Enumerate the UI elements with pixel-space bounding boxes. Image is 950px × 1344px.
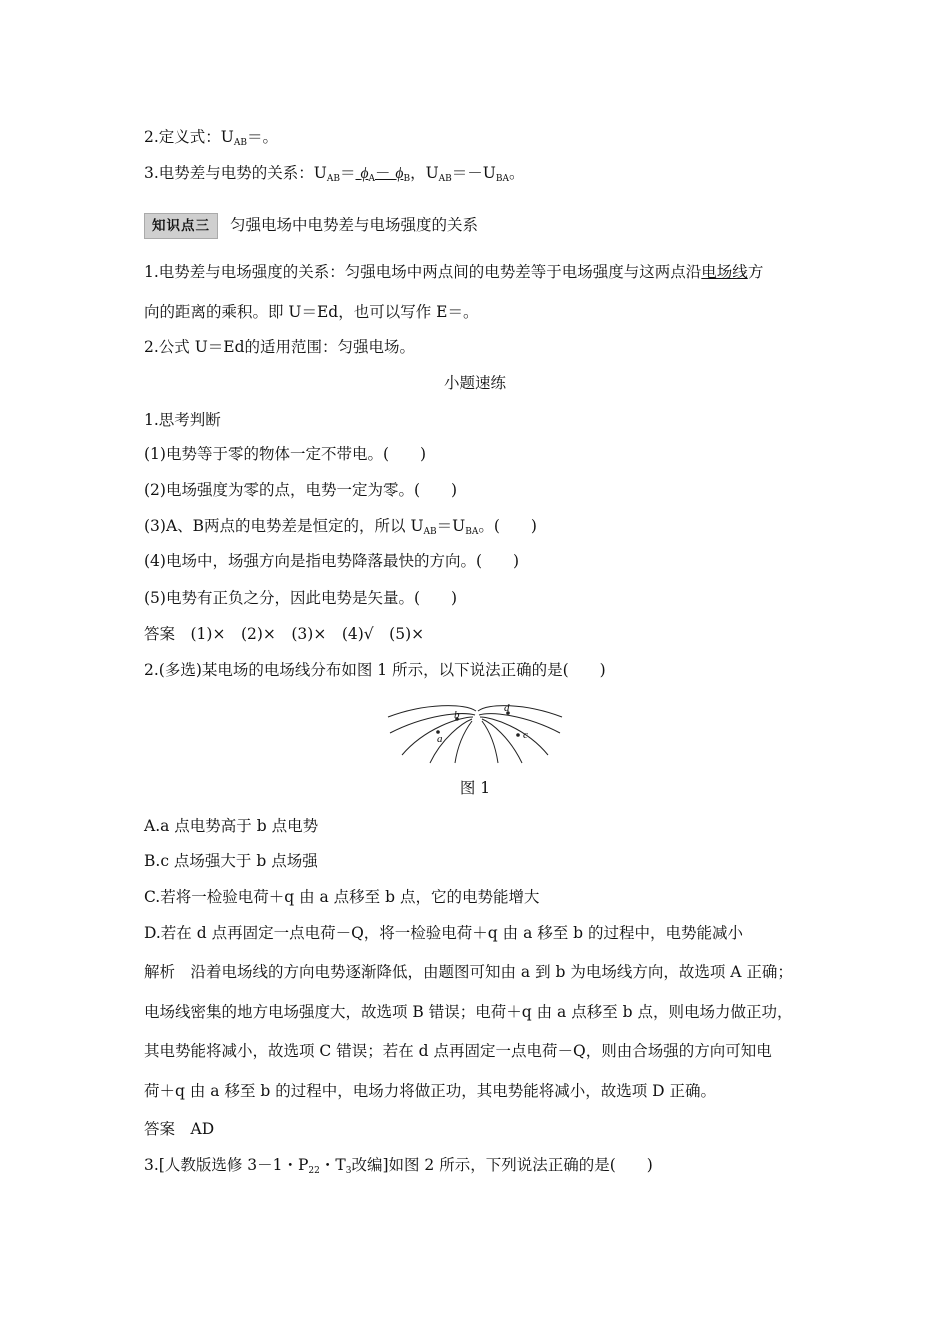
q2-analysis-line2: 电场线密集的地方电场强度大，故选项 B 错误；电荷＋q 由 a 点移至 b 点，则电场力做正功， bbox=[144, 1003, 793, 1021]
label-b: b bbox=[454, 709, 460, 721]
q1-answer: 答案 (1)× (2)× (3)× (4)√ (5)× bbox=[144, 625, 425, 643]
kp3-item1-line2: 向的距离的乘积。即 U＝Ed，也可以写作 E＝。 bbox=[144, 303, 479, 321]
q1-item-2: (2)电场强度为零的点，电势一定为零。( ) bbox=[144, 481, 458, 499]
q2-option-b: B.c 点场强大于 b 点场强 bbox=[144, 852, 318, 870]
field-line bbox=[482, 719, 522, 763]
relation-line: 3.电势差与电势的关系：$U_{AB}= \phi_A- \phi_B$，$U_{AB}=-U_{BA}$。 bbox=[144, 164, 525, 184]
q2-title: 2.(多选)某电场的电场线分布如图 1 所示，以下说法正确的是( ) bbox=[144, 661, 606, 679]
kp3-item2: 2.公式 U＝Ed的适用范围：匀强电场。 bbox=[144, 338, 416, 356]
label-a: a bbox=[437, 733, 443, 745]
field-line bbox=[479, 714, 560, 733]
field-line bbox=[388, 706, 476, 717]
section-title: 匀强电场中电势差与电场强度的关系 bbox=[230, 216, 479, 234]
q1-title: 1.思考判断 bbox=[144, 411, 221, 429]
field-lines-figure bbox=[380, 693, 570, 765]
q2-analysis-line3: 其电势能将减小，故选项 C 错误；若在 d 点再固定一点电荷－Q，则由合场强的方向可知电 bbox=[144, 1042, 772, 1060]
field-line bbox=[478, 706, 562, 717]
q1-item-1: (1)电势等于零的物体一定不带电。( ) bbox=[144, 445, 427, 463]
definition-line: 2.定义式：$U_{AB}=$。 bbox=[144, 128, 278, 148]
q2-analysis-line1: 解析 沿着电场线的方向电势逐渐降低，由题图可知由 a 到 b 为电场线方向，故选项 A 正确； bbox=[144, 963, 793, 981]
q1-item-4: (4)电场中，场强方向是指电势降落最快的方向。( ) bbox=[144, 552, 520, 570]
q2-option-a: A.a 点电势高于 b 点电势 bbox=[144, 817, 319, 835]
q2-answer: 答案 AD bbox=[144, 1120, 215, 1138]
section-heading bbox=[144, 213, 478, 239]
q2-option-c: C.若将一检验电荷＋q 由 a 点移至 b 点，它的电势能增大 bbox=[144, 888, 540, 906]
q3-title: 3.[人教版选修 3－1・$P_{22}$・$T_3$改编]如图 2 所示，下列说法正确的是( ) bbox=[144, 1156, 653, 1176]
section-badge: 知识点三 bbox=[144, 213, 218, 239]
label-c: c bbox=[523, 729, 528, 741]
q1-item-5: (5)电势有正负之分，因此电势是矢量。( ) bbox=[144, 589, 458, 607]
q2-analysis-line4: 荷＋q 由 a 移至 b 的过程中，电场力将做正功，其电势能将减小，故选项 D 正确。 bbox=[144, 1082, 717, 1100]
q1-item-3: (3)A、B两点的电势差是恒定的，所以 $U_{AB}=U_{BA}$。( ) bbox=[144, 517, 537, 537]
fig1-caption: 图 1 bbox=[459, 779, 491, 797]
kp3-item1-line1: 1.电势差与电场强度的关系：匀强电场中两点间的电势差等于电场强度与这两点沿电场线方 bbox=[144, 263, 764, 281]
field-line bbox=[455, 721, 472, 763]
q2-option-d: D.若在 d 点再固定一点电荷－Q，将一检验电荷＋q 由 a 移至 b 的过程中，电势能减小 bbox=[144, 924, 744, 942]
label-d: d bbox=[504, 702, 510, 714]
practice-heading: 小题速练 bbox=[443, 374, 506, 392]
point-c-dot bbox=[516, 733, 520, 737]
